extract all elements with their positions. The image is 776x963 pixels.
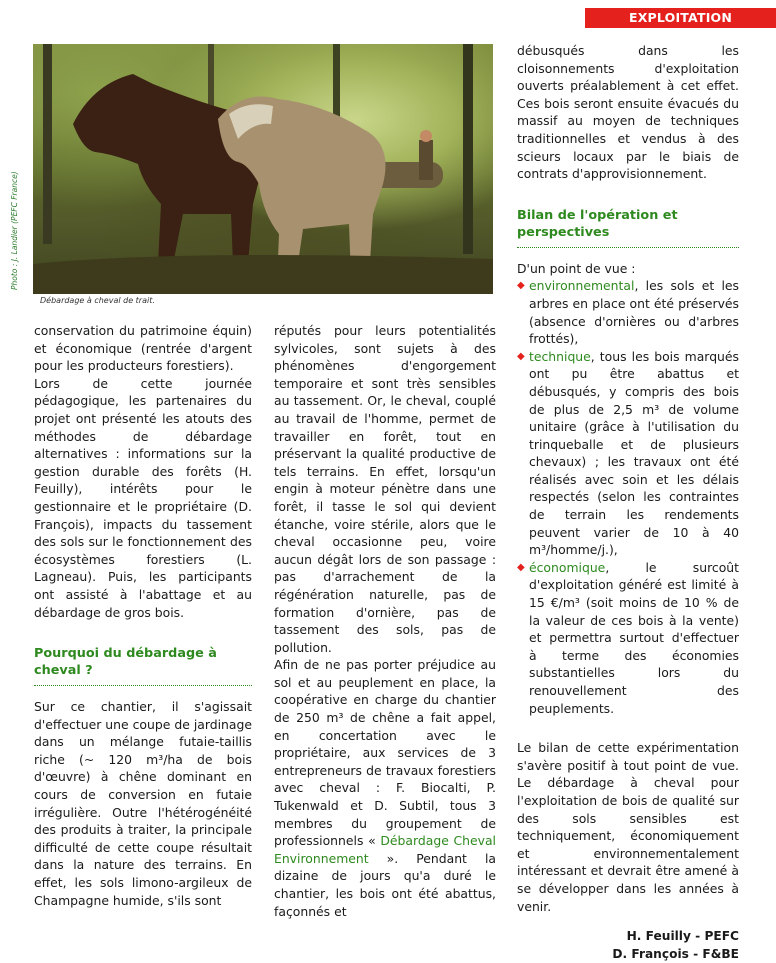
section-heading-wrap <box>517 199 739 248</box>
author-signature: D. François - F&BE <box>612 947 739 962</box>
list-item-term: environnemental <box>529 278 635 294</box>
paragraph: D'un point de vue : <box>517 260 636 276</box>
paragraph: Le bilan de cette expérimentation s'avère positif à tout point de vue. Le débardage à cheval pour l'exploitation de bois de qualité sur des sols sensibles est techniquement, économiquement et environnementalement intéressant et devrait être amené à se développer dans les années à venir. <box>517 740 739 914</box>
photo-caption: Débardage à cheval de trait. <box>40 296 155 305</box>
column-1 <box>34 322 252 909</box>
list-item <box>517 277 739 347</box>
paragraph-text: ». Pendant la dizaine de jours qu'a duré le chantier, les bois ont été abattus, façonnés et <box>274 850 496 919</box>
signature-block <box>517 927 739 963</box>
paragraph: conservation du patrimoine équin) et économique (rentrée d'argent pour les producteurs forestiers). <box>34 323 252 374</box>
column-2 <box>274 322 496 920</box>
paragraph: Sur ce chantier, il s'agissait d'effectuer une coupe de jardinage dans un mélange futaie-taillis riche (~ 120 m³/ha de bois d'œuvre) à chêne dominant en cours de conversion en futaie irrégulière. Outre l'hétérogénéité des produits à traiter, la principale difficulté de cette coupe résultait dans la nature des terrains. En effet, les sols limono-argileux de Champagne humide, s'ils sont <box>34 699 252 908</box>
section-header: EXPLOITATION FORESTIÈRE <box>585 8 776 28</box>
paragraph-text: Afin de ne pas porter préjudice au sol et au peuplement en place, la coopérative en charge du chantier de 250 m³ de chêne a fait appel, en concertation avec le propriétaire, aux services de 3 entrepreneurs de travaux forestiers avec cheval : F. Biocalti, P. Tukenwald et D. Subtil, tous 3 membres du groupement de professionnels « <box>274 657 496 849</box>
paragraph: réputés pour leurs potentialités sylvicoles, sont sujets à des phénomènes d'engorgement temporaire et sont très sensibles au tassement. Or, le cheval, couplé au travail de l'homme, permet de travailler en forêt, tout en préservant la qualité productive de tels terrains. En effet, lorsqu'un engin à moteur pénètre dans une forêt, il tasse le sol qui devient étanche, voire stérile, alors que le cheval occasionne peu, voire aucun dégât lors de son passage : pas d'arrachement de la régénération naturelle, pas de formation d'ornière, pas de tassement des sols, pas de pollution. <box>274 323 496 655</box>
article-photo <box>33 44 493 294</box>
paragraph: Lors de cette journée pédagogique, les partenaires du projet ont présenté les atouts des méthodes de débardage alternatives : informations sur la gestion durable des forêts (H. Feuilly), intérêts pour le gestionnaire et le propriétaire (D. François), impacts du tassement des sols sur le fonctionnement des écosystèmes forestiers (L. Lagneau). Puis, les participants ont assisté à l'abattage et au débardage de gros bois. <box>34 375 252 620</box>
list-item-term: économique <box>529 559 606 575</box>
author-signature: H. Feuilly - PEFC <box>626 929 739 944</box>
list-item <box>517 348 739 559</box>
bullet-diamond-icon: ◆ <box>517 350 525 362</box>
column-3 <box>517 42 739 963</box>
section-heading-wrap <box>34 637 252 686</box>
section-heading: Pourquoi du débardage à cheval ? <box>34 646 217 679</box>
list-item-text: , les sols et les arbres en place ont été préservés (absence d'ornières ou d'arbres frottés), <box>529 278 739 347</box>
paragraph <box>274 656 496 920</box>
organisation-name: Débardage Cheval Environnement <box>274 833 496 866</box>
section-heading: Bilan de l'opération et perspectives <box>517 207 678 240</box>
list-item-text: , tous les bois marqués ont pu être abattus et débusqués, y compris des bois de plus de 2,5 m³ de volume unitaire (grâce à l'utilisation du trinqueballe et de plusieurs chevaux) ; les travaux ont été réalisés avec soin et les délais respectés (selon les contraintes de terrain les rendements peuvent varier de 10 à 40 m³/homme/j.), <box>529 348 739 558</box>
bullet-diamond-icon: ◆ <box>517 280 525 292</box>
list-item-text: , le surcoût d'exploitation généré est limité à 15 €/m³ (soit moins de 10 % de la valeur de ces bois à la vente) et permettra surtout d'effectuer à terme des économies substantielles lors du renouvellement des peuplements. <box>529 559 739 716</box>
list-item <box>517 559 739 717</box>
photo-credit: Photo : J. Landier (PEFC France) <box>10 171 19 290</box>
paragraph: débusqués dans les cloisonnements d'exploitation ouverts préalablement à cet effet. Ces bois seront ensuite évacués du massif au moyen de techniques traditionnelles et vendus à des scieurs locaux par le biais de contrats d'approvisionnement. <box>517 43 739 182</box>
list-item-term: technique <box>529 348 591 364</box>
bullet-diamond-icon: ◆ <box>517 561 525 573</box>
